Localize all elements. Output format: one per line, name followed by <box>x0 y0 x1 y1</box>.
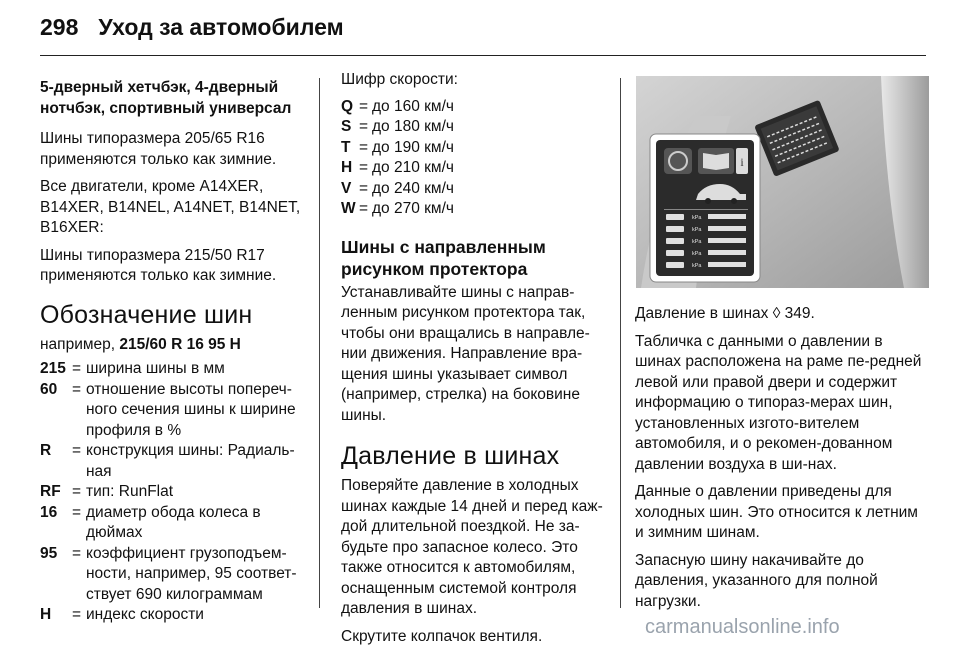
manual-book-icon <box>698 148 748 174</box>
paragraph-tyre-215: Шины типоразмера 215/50 R17 применяются только как зимние. <box>40 246 277 284</box>
paragraph-valve-cap: Скрутите колпачок вентиля. <box>341 627 543 645</box>
legend-key: 60 <box>40 380 58 398</box>
legend-value: тип: RunFlat <box>86 483 174 500</box>
column-3 <box>635 304 930 619</box>
column-divider-left <box>319 78 320 608</box>
legend-row <box>40 503 308 544</box>
label-unit: kPa <box>692 239 702 245</box>
page-number: 298 <box>40 14 79 40</box>
legend-row <box>40 359 308 380</box>
legend-row <box>40 605 308 626</box>
speed-row <box>341 117 611 138</box>
speed-value: до 270 км/ч <box>372 200 454 217</box>
reference-line <box>635 304 930 325</box>
legend-value: ширина шины в мм <box>86 360 225 377</box>
logo-icon <box>664 148 692 174</box>
legend-key: 95 <box>40 544 58 562</box>
equals-sign: = <box>359 138 369 156</box>
legend-row <box>40 441 308 482</box>
paragraph-label-location: Табличка с данными о давлении в шинах расположена на раме пе-редней левой или правой двери и содержит информацию о типораз-мерах шин, установленных изгото-вителем автомобиля, и о рекомен-дованном давлении воздуха в ши-нах. <box>635 332 922 473</box>
equals-sign: = <box>72 606 82 623</box>
label-unit: kPa <box>692 215 702 221</box>
equals-sign: = <box>359 159 369 176</box>
equals-sign: = <box>72 503 82 521</box>
speed-row <box>341 199 611 220</box>
example-code: 215/60 R 16 95 H <box>119 335 241 353</box>
legend-value: коэффициент грузоподъем-ности, например, 95 соответ-ствует 690 килограммам <box>86 544 297 603</box>
example-line <box>40 335 308 356</box>
speed-row <box>341 97 611 118</box>
door-frame-label-illustration <box>636 76 929 288</box>
column-2 <box>341 70 611 654</box>
designation-legend <box>40 359 308 626</box>
speed-key: Q <box>341 97 354 115</box>
equals-sign: = <box>72 544 82 562</box>
label-unit: kPa <box>692 227 702 233</box>
legend-key: 215 <box>40 360 66 377</box>
section-title-tyre-designation: Обозначение шин <box>40 300 253 329</box>
equals-sign: = <box>359 97 369 115</box>
legend-key: 16 <box>40 503 58 521</box>
watermark: carmanualsonline.info <box>645 616 840 638</box>
legend-key: H <box>40 606 52 623</box>
legend-row <box>40 544 308 606</box>
legend-value: диаметр обода колеса в дюймах <box>86 503 261 541</box>
paragraph-tyre-205: Шины типоразмера 205/65 R16 применяются только как зимние. <box>40 130 277 168</box>
example-prefix: например, <box>40 335 120 353</box>
speed-value: до 160 км/ч <box>372 97 454 115</box>
equals-sign: = <box>359 179 369 197</box>
paragraph-tyre-pressure: Поверяйте давление в холодных шинах каждые 14 дней и перед каж-дой длительной поездкой. Не за-будьте про запасное колесо. Это также относится к автомобилям, оснащенным системой контроля давления в шинах. <box>341 477 603 617</box>
speed-code-list <box>341 97 611 220</box>
speed-row <box>341 179 611 200</box>
section-title-directional-tyres: Шины с направленным рисунком протектора <box>341 236 546 279</box>
svg-text:i: i <box>740 155 744 169</box>
equals-sign: = <box>359 118 369 135</box>
page-reference-arrow-icon: ◊ <box>772 305 781 322</box>
speed-code-title: Шифр скорости: <box>341 71 458 88</box>
legend-key: RF <box>40 483 61 500</box>
legend-row <box>40 482 308 503</box>
paragraph-cold-tyres: Данные о давлении приведены для холодных шин. Это относится к летним и зимним шинам. <box>635 483 918 541</box>
column-1 <box>40 70 308 626</box>
reference-text: Давление в шинах <box>635 305 773 322</box>
speed-key: H <box>341 159 353 176</box>
header-rule <box>40 55 926 56</box>
section-title-tyre-pressure: Давление в шинах <box>341 442 560 470</box>
tire-pressure-label-photo <box>636 76 929 288</box>
legend-value: конструкция шины: Радиаль-ная <box>86 442 295 480</box>
speed-row <box>341 158 611 179</box>
speed-key: S <box>341 118 352 135</box>
page-header <box>40 14 344 50</box>
paragraph-spare-tyre: Запасную шину накачивайте до давления, указанного для полной нагрузки. <box>635 551 878 610</box>
label-unit: kPa <box>692 263 702 269</box>
legend-value: отношение высоты попереч-ного сечения шины к ширине профиля в % <box>86 380 296 439</box>
page-title: Уход за автомобилем <box>98 14 344 40</box>
equals-sign: = <box>72 380 82 398</box>
legend-row <box>40 380 308 442</box>
equals-sign: = <box>359 200 369 217</box>
speed-value: до 240 км/ч <box>372 179 454 197</box>
paragraph-directional-tyres: Устанавливайте шины с направ-ленным рисунком протектора так, чтобы они вращались в направле-нии движения. Направление вра-щения шины указывает символ (например, стрелка) на боковине шины. <box>341 283 590 424</box>
speed-key: V <box>341 179 352 197</box>
speed-value: до 190 км/ч <box>372 138 454 156</box>
speed-key: W <box>341 200 356 217</box>
legend-value: индекс скорости <box>86 606 204 623</box>
speed-key: T <box>341 138 351 156</box>
label-unit: kPa <box>692 251 702 257</box>
body-style-subheading: 5-дверный хетчбэк, 4-дверный нотчбэк, спортивный универсал <box>40 79 292 117</box>
speed-row <box>341 138 611 159</box>
equals-sign: = <box>72 360 82 377</box>
paragraph-engines: Все двигатели, кроме A14XER, B14XER, B14NEL, A14NET, B14NET, B16XER: <box>40 178 301 236</box>
legend-key: R <box>40 442 52 459</box>
column-divider-right <box>620 78 621 608</box>
equals-sign: = <box>72 483 82 500</box>
reference-page: 349. <box>780 305 815 322</box>
equals-sign: = <box>72 442 82 459</box>
speed-value: до 210 км/ч <box>372 159 454 176</box>
speed-value: до 180 км/ч <box>372 118 454 135</box>
